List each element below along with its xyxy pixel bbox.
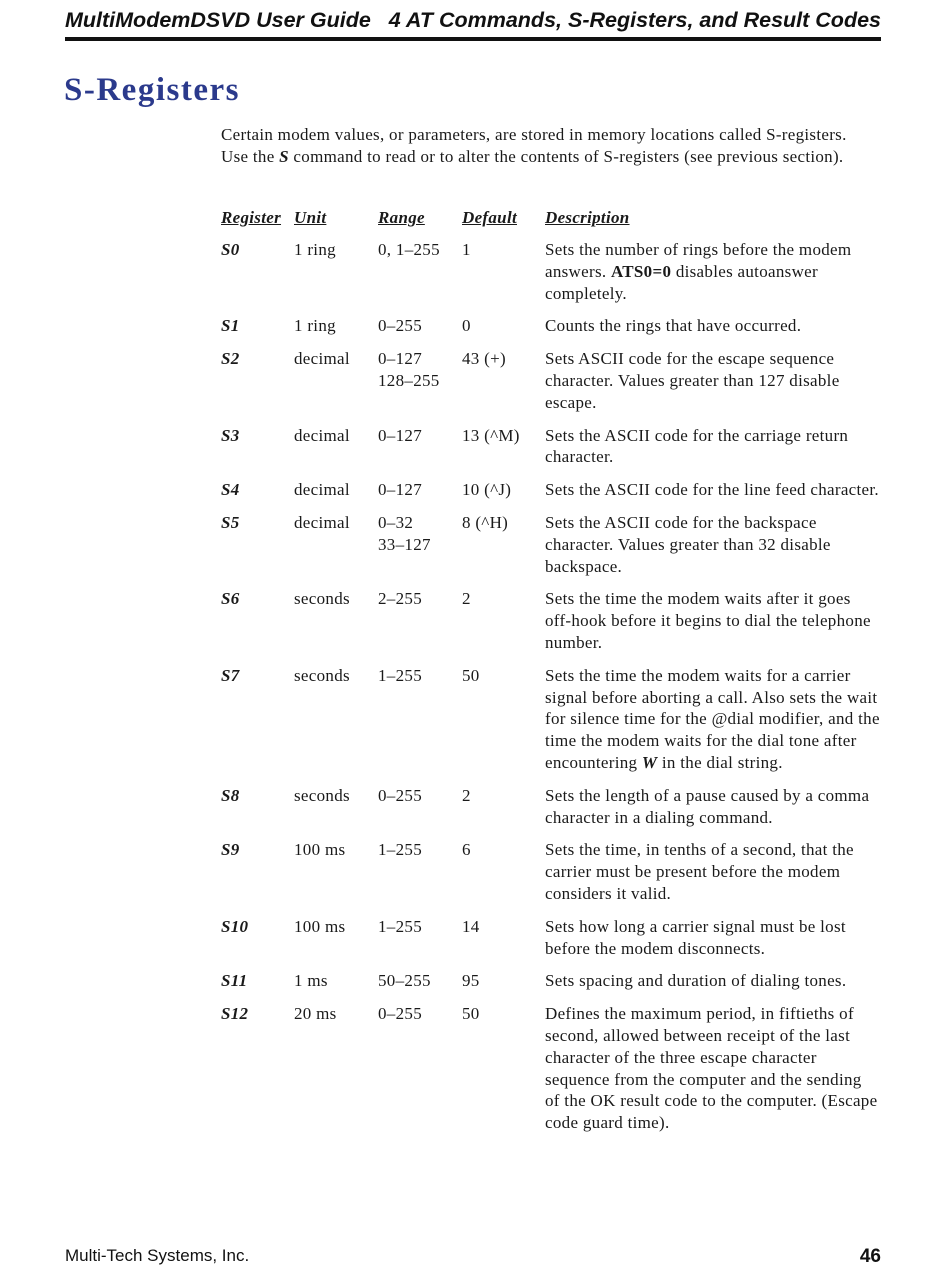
- description-cell: [545, 419, 880, 474]
- register-cell: S5: [221, 512, 240, 532]
- header-chapter-title: 4 AT Commands, S-Registers, and Result Codes: [388, 8, 881, 32]
- table-row: [221, 833, 880, 909]
- range-cell: 0, 1–255: [378, 240, 440, 259]
- unit-cell: seconds: [294, 785, 350, 805]
- description-text: Counts the rings that have occurred.: [545, 316, 802, 336]
- range-cell: 2–255: [378, 589, 422, 609]
- table-row: [221, 964, 880, 997]
- description-cell: [545, 833, 880, 909]
- default-cell: 1: [462, 240, 471, 259]
- range-cell: 1–255: [378, 840, 422, 860]
- register-cell: S4: [221, 480, 240, 500]
- default-cell: 2: [462, 589, 471, 609]
- table-body: [221, 233, 880, 1139]
- register-cell: S10: [221, 916, 249, 936]
- table-row: [221, 506, 880, 582]
- register-cell: S12: [221, 1004, 249, 1024]
- column-header-description: Description: [545, 208, 630, 227]
- unit-cell: seconds: [294, 665, 350, 685]
- description-text: disables autoanswer completely.: [545, 261, 818, 303]
- default-cell: 13 (^M): [462, 425, 520, 445]
- table-row: [221, 419, 880, 474]
- table-row: [221, 473, 880, 506]
- range-cell: 0–32 33–127: [378, 512, 431, 554]
- range-cell: 0–255: [378, 316, 422, 336]
- unit-cell: 1 ring: [294, 316, 336, 336]
- register-cell: S6: [221, 589, 240, 609]
- description-emphasis: ATS0=0: [610, 261, 672, 281]
- description-text: Sets the time, in tenths of a second, that the carrier must be present before the modem considers it valid.: [545, 840, 854, 903]
- unit-cell: 1 ring: [294, 240, 336, 259]
- default-cell: 0: [462, 316, 471, 336]
- intro-text-before: Certain modem values, or parameters, are stored in memory locations called S-registers. Use the: [221, 125, 847, 166]
- register-cell: S0: [221, 240, 240, 259]
- default-cell: 10 (^J): [462, 480, 512, 500]
- description-text: Sets the ASCII code for the line feed character.: [545, 480, 879, 500]
- unit-cell: seconds: [294, 589, 350, 609]
- register-cell: S9: [221, 840, 240, 860]
- unit-cell: 100 ms: [294, 840, 346, 860]
- table-row: [221, 997, 880, 1139]
- table-row: [221, 910, 880, 965]
- default-cell: 6: [462, 840, 471, 860]
- description-cell: [545, 997, 880, 1139]
- range-cell: 0–127: [378, 480, 422, 500]
- range-cell: 1–255: [378, 916, 422, 936]
- description-text: Sets the time the modem waits for a carrier signal before aborting a call. Also sets the wait for silence time for the @dial modifier, and the time the modem waits for the dial tone after encountering: [545, 665, 880, 772]
- register-cell: S1: [221, 316, 240, 336]
- table-row: [221, 659, 880, 779]
- description-text: Sets the ASCII code for the carriage return character.: [545, 425, 849, 467]
- table-row: [221, 309, 880, 342]
- description-text: Sets the length of a pause caused by a comma character in a dialing command.: [545, 785, 870, 827]
- default-cell: 8 (^H): [462, 512, 509, 532]
- register-cell: S3: [221, 425, 240, 445]
- description-text: in the dial string.: [657, 752, 783, 772]
- header-rule: [65, 37, 881, 41]
- running-header: [65, 6, 881, 36]
- default-cell: 95: [462, 971, 480, 991]
- description-text: Sets ASCII code for the escape sequence character. Values greater than 127 disable escape.: [545, 349, 840, 412]
- description-text: Defines the maximum period, in fiftieths of second, allowed between receipt of the last character of the three escape character sequence from the computer and the sending of the OK result code to the computer. (Escape code guard time).: [545, 1004, 878, 1133]
- column-header-register: Register: [221, 208, 282, 227]
- range-cell: 0–255: [378, 785, 422, 805]
- table-row: [221, 779, 880, 834]
- description-text: Sets the time the modem waits after it goes off-hook before it begins to dial the telephone number.: [545, 589, 871, 652]
- default-cell: 14: [462, 916, 480, 936]
- description-text: Sets the number of rings before the modem answers.: [545, 240, 852, 281]
- s-register-table: [221, 207, 880, 1139]
- default-cell: 43 (+): [462, 349, 506, 369]
- register-cell: S2: [221, 349, 240, 369]
- description-cell: [545, 964, 880, 997]
- column-header-range: Range: [378, 208, 425, 227]
- footer-company: Multi-Tech Systems, Inc.: [65, 1246, 250, 1265]
- unit-cell: decimal: [294, 425, 350, 445]
- intro-text-after: command to read or to alter the contents of S-registers (see previous section).: [288, 147, 844, 166]
- unit-cell: decimal: [294, 480, 350, 500]
- description-cell: [545, 779, 880, 834]
- description-text: Sets spacing and duration of dialing tones.: [545, 971, 847, 991]
- unit-cell: 1 ms: [294, 971, 328, 991]
- description-cell: [545, 309, 880, 342]
- table-header-row: [221, 207, 880, 233]
- description-cell: [545, 233, 880, 309]
- unit-cell: 100 ms: [294, 916, 346, 936]
- unit-cell: 20 ms: [294, 1004, 337, 1024]
- column-header-unit: Unit: [294, 208, 327, 227]
- table-row: [221, 342, 880, 418]
- page-title: S-Registers: [64, 72, 240, 108]
- description-cell: [545, 342, 880, 418]
- description-cell: [545, 582, 880, 658]
- range-cell: 0–255: [378, 1004, 422, 1024]
- description-text: Sets how long a carrier signal must be lost before the modem disconnects.: [545, 916, 846, 958]
- unit-cell: decimal: [294, 512, 350, 532]
- description-emphasis: W: [641, 752, 658, 772]
- description-text: Sets the ASCII code for the backspace character. Values greater than 32 disable backspace.: [545, 512, 831, 576]
- description-cell: [545, 506, 880, 582]
- header-guide-title: MultiModemDSVD User Guide: [65, 8, 371, 32]
- range-cell: 50–255: [378, 971, 431, 991]
- range-cell: 0–127 128–255: [378, 349, 440, 390]
- register-cell: S11: [221, 971, 248, 991]
- column-header-default: Default: [462, 208, 517, 227]
- description-cell: [545, 910, 880, 965]
- footer-page-number: 46: [859, 1246, 881, 1267]
- default-cell: 50: [462, 1004, 480, 1024]
- range-cell: 1–255: [378, 665, 422, 685]
- intro-paragraph: [221, 124, 861, 168]
- range-cell: 0–127: [378, 425, 422, 445]
- unit-cell: decimal: [294, 349, 350, 369]
- register-cell: S8: [221, 785, 240, 805]
- intro-command: S: [279, 147, 289, 166]
- description-cell: [545, 659, 880, 779]
- default-cell: 2: [462, 785, 471, 805]
- register-cell: S7: [221, 665, 240, 685]
- description-cell: [545, 473, 880, 506]
- table-row: [221, 233, 880, 309]
- default-cell: 50: [462, 665, 480, 685]
- table-row: [221, 582, 880, 658]
